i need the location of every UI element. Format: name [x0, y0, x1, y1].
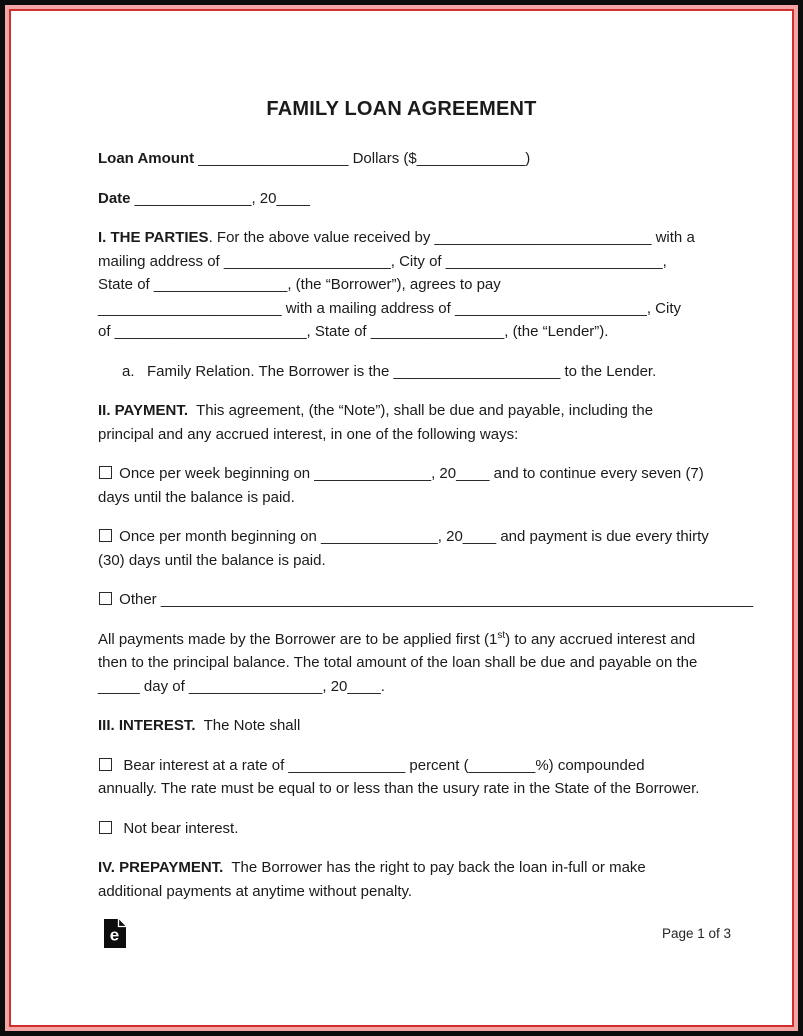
body-text: All payments made by the Borrower are to be applied first (1 [98, 630, 498, 648]
text-line [98, 462, 705, 486]
body-text: then to the principal balance. The total amount of the loan shall be due and payable on the [98, 654, 698, 671]
body-text: __________________ Dollars ($_____________) [194, 150, 531, 167]
payment-option-weekly [98, 462, 705, 509]
body-text: of _______________________, State of ________________, (the “Lender”). [98, 323, 609, 340]
body-text: ______________, 20____ [130, 189, 310, 207]
date-line [98, 187, 705, 211]
payment-application-clause [98, 628, 705, 699]
checkbox-not-bear-interest[interactable] [99, 821, 112, 834]
body-text: ) to any accrued interest and [505, 630, 696, 648]
body-text: Other _______________________________________________________________________ [115, 591, 754, 608]
eforms-document-logo-icon [104, 919, 126, 948]
body-text: a. Family Relation. The Borrower is the ____________________ to the Lender. [122, 362, 657, 380]
payment-option-other [98, 588, 754, 612]
logo-letter: e [109, 925, 120, 945]
text-line [98, 856, 705, 880]
body-text: principal and any accrued interest, in one of the following ways: [98, 425, 519, 443]
body-text: _____ day of ________________, 20____. [98, 677, 385, 695]
text-line [98, 486, 705, 510]
text-line [98, 320, 705, 344]
text-line [98, 273, 705, 297]
text-line [98, 675, 705, 699]
body-text: Once per month beginning on ______________, 20____ and payment is due every thirty [115, 528, 709, 545]
text-line [98, 714, 705, 738]
text-line [98, 651, 705, 675]
body-text: ______________________ with a mailing address of _______________________, City [98, 299, 681, 317]
text-line [98, 147, 705, 171]
body-text: days until the balance is paid. [98, 488, 295, 506]
text-line [98, 226, 705, 250]
body-text: (30) days until the balance is paid. [98, 551, 326, 569]
body-text: additional payments at anytime without penalty. [98, 882, 413, 900]
text-line [98, 880, 705, 904]
prepayment-section [98, 856, 705, 903]
loan-amount-line [98, 147, 705, 171]
page-frame-red-line [9, 9, 794, 1027]
text-line [98, 817, 705, 841]
body-text: annually. The rate must be equal to or less than the usury rate in the State of the Borrower. [98, 780, 700, 797]
document-page [11, 11, 792, 1025]
family-relation-clause [98, 360, 705, 384]
page-title: FAMILY LOAN AGREEMENT [266, 98, 537, 120]
checkbox-bear-interest[interactable] [99, 758, 112, 771]
text-line [98, 588, 754, 612]
section-heading-text: Loan Amount [98, 150, 195, 167]
interest-option-not-bear [98, 817, 705, 841]
text-line [98, 628, 705, 652]
body-text: st [497, 629, 506, 641]
section-heading-text: II. PAYMENT. [98, 402, 189, 419]
body-text: The Borrower has the right to pay back the loan in-full or make [223, 859, 646, 876]
text-line [98, 549, 705, 573]
checkbox-other[interactable] [99, 592, 112, 605]
payment-section [98, 399, 705, 446]
body-text: mailing address of ____________________, City of __________________________, [98, 252, 667, 270]
page-footer [98, 919, 731, 948]
checkbox-once-per-month[interactable] [99, 529, 112, 542]
payment-option-monthly [98, 525, 709, 572]
interest-option-bear [98, 754, 705, 801]
section-heading-text: IV. PREPAYMENT. [98, 859, 224, 876]
body-text: State of ________________, (the “Borrower”), agrees to pay [98, 276, 501, 293]
body-text: Not bear interest. [115, 819, 239, 837]
body-text: . For the above value received by __________________________ with a [208, 229, 695, 246]
section-heading-text: III. INTEREST. [98, 717, 196, 734]
checkbox-once-per-week[interactable] [99, 466, 112, 479]
body-text: Once per week beginning on ______________, 20____ and to continue every seven (7) [115, 465, 704, 482]
body-text: The Note shall [195, 717, 301, 734]
text-line [98, 525, 709, 549]
text-line [98, 423, 705, 447]
section-heading-text: Date [98, 189, 131, 207]
text-line [98, 777, 705, 801]
page-frame-pink-band [5, 5, 798, 1031]
text-line [98, 360, 705, 384]
text-line [98, 250, 705, 274]
body-text: This agreement, (the “Note”), shall be due and payable, including the [188, 402, 654, 419]
interest-section [98, 714, 705, 738]
body-text: Bear interest at a rate of ______________ percent (________%) compounded [115, 756, 645, 774]
text-line [98, 187, 705, 211]
text-line [98, 399, 705, 423]
document-blocks [98, 147, 754, 903]
text-line [98, 754, 705, 778]
page-number-label: Page 1 of 3 [661, 926, 731, 941]
parties-section [98, 226, 705, 344]
text-line [98, 297, 705, 321]
section-heading-text: I. THE PARTIES [98, 229, 209, 246]
